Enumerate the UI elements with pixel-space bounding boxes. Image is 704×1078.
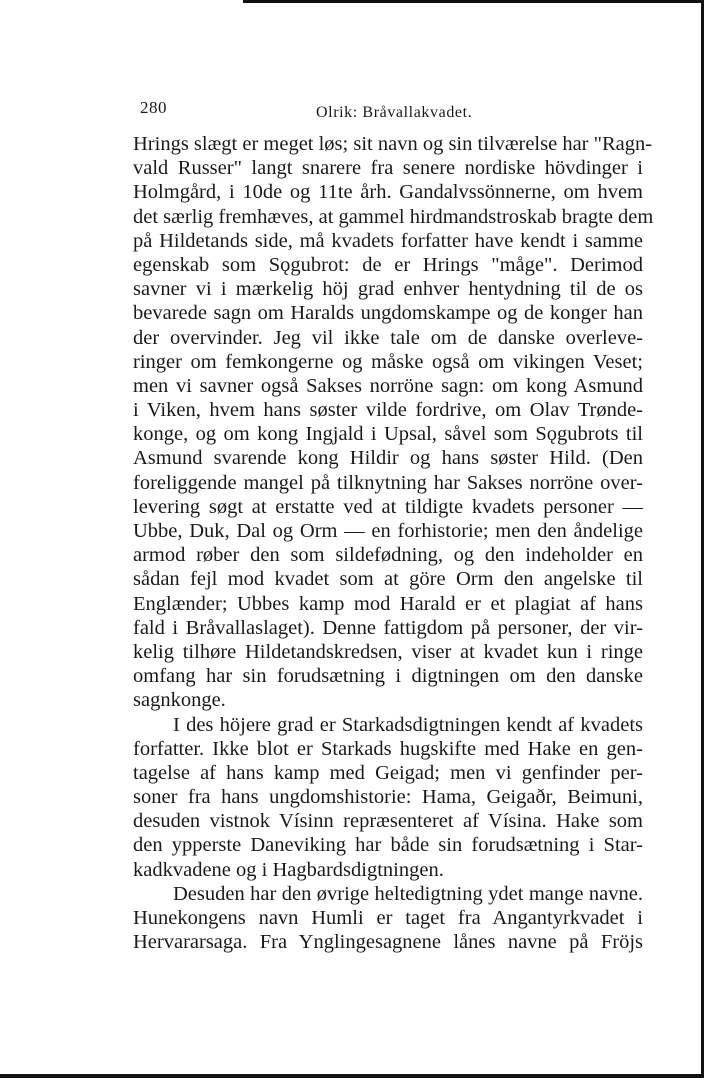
text-line: konge, og om kong Ingjald i Upsal, såvel som Sǫgubrots til — [133, 423, 643, 446]
text-line: Asmund svarende kong Hildir og hans søster Hild. (Den — [133, 447, 643, 470]
text-line: savner vi i mærkelig höj grad enhver hentydning til de os — [133, 278, 643, 301]
text-line: kelig tilhøre Hildetandskredsen, viser at kvadet kun i ringe — [133, 640, 643, 663]
text-line: sådan fejl mod kvadet som at göre Orm den angelske til — [133, 568, 643, 591]
text-line: armod røber den som sildefødning, og den indeholder en — [133, 544, 643, 567]
text-line: der overvinder. Jeg vil ikke tale om de danske overleve- — [133, 326, 643, 349]
text-line: omfang har sin forudsætning i digtningen om den danske — [133, 665, 643, 688]
text-line: i Viken, hvem hans søster vilde fordrive, om Olav Trønde- — [133, 399, 643, 422]
text-line: desuden vistnok Vísinn repræsenteret af Vísina. Hake som — [133, 810, 643, 833]
text-line: på Hildetands side, må kvadets forfatter have kendt i samme — [133, 229, 643, 252]
text-line: Hervararsaga. Fra Ynglingesagnene lånes navne på Fröjs — [133, 931, 643, 954]
text-line: egenskab som Sǫgubrot: de er Hrings "måge". Derimod — [133, 253, 643, 276]
body-text — [133, 132, 654, 954]
text-line: Ubbe, Duk, Dal og Orm — en forhistorie; men den åndelige — [133, 520, 643, 542]
paragraph-first-line: Desuden har den øvrige heltedigtning ydet mange navne. — [173, 882, 643, 905]
text-line: fald i Bråvallaslaget). Denne fattigdom på personer, der vir- — [133, 616, 643, 639]
text-line: bevarede sagn om Haralds ungdomskampe og de konger han — [133, 302, 643, 325]
page-number: 280 — [140, 98, 167, 117]
running-title: Olrik: Bråvallakvadet. — [316, 104, 473, 121]
text-line: forfatter. Ikke blot er Starkads hugskifte med Hake en gen- — [133, 737, 643, 760]
text-line: Hunekongens navn Humli er taget fra Angantyrkvadet i — [133, 907, 643, 929]
paragraph-first-line: I des höjere grad er Starkadsdigtningen kendt af kvadets — [173, 713, 643, 736]
text-line: soner fra hans ungdomshistorie: Hama, Geigaðr, Beimuni, — [133, 786, 643, 809]
text-line: tagelse af hans kamp med Geigad; men vi genfinder per- — [133, 761, 643, 784]
text-line: vald Russer" langt snarere fra senere nordiske hövdinger i — [133, 157, 643, 180]
paragraph-last-line: kadkvadene og i Hagbardsdigtningen. — [133, 858, 444, 881]
text-line: Englænder; Ubbes kamp mod Harald er et plagiat af hans — [133, 592, 643, 615]
text-line: men vi savner også Sakses norröne sagn: om kong Asmund — [133, 374, 643, 397]
scan-border-bottom — [0, 1074, 704, 1078]
text-line: Holmgård, i 10de og 11te årh. Gandalvssönnerne, om hvem — [133, 181, 643, 204]
text-line: Hrings slægt er meget løs; sit navn og sin tilværelse har "Ragn- — [133, 133, 653, 155]
text-line: det særlig fremhæves, at gammel hirdmandstroskab bragte dem — [133, 205, 654, 228]
text-line: foreliggende mangel på tilknytning har Sakses norröne over- — [133, 471, 643, 494]
text-line: den ypperste Daneviking har både sin forudsætning i Star- — [133, 834, 643, 857]
text-line: levering søgt at erstatte ved at tildigte kvadets personer — — [133, 495, 643, 518]
paragraph-last-line: sagnkonge. — [133, 689, 226, 712]
text-line: ringer om femkongerne og måske også om vikingen Veset; — [133, 350, 643, 373]
scan-border-top — [243, 0, 704, 3]
